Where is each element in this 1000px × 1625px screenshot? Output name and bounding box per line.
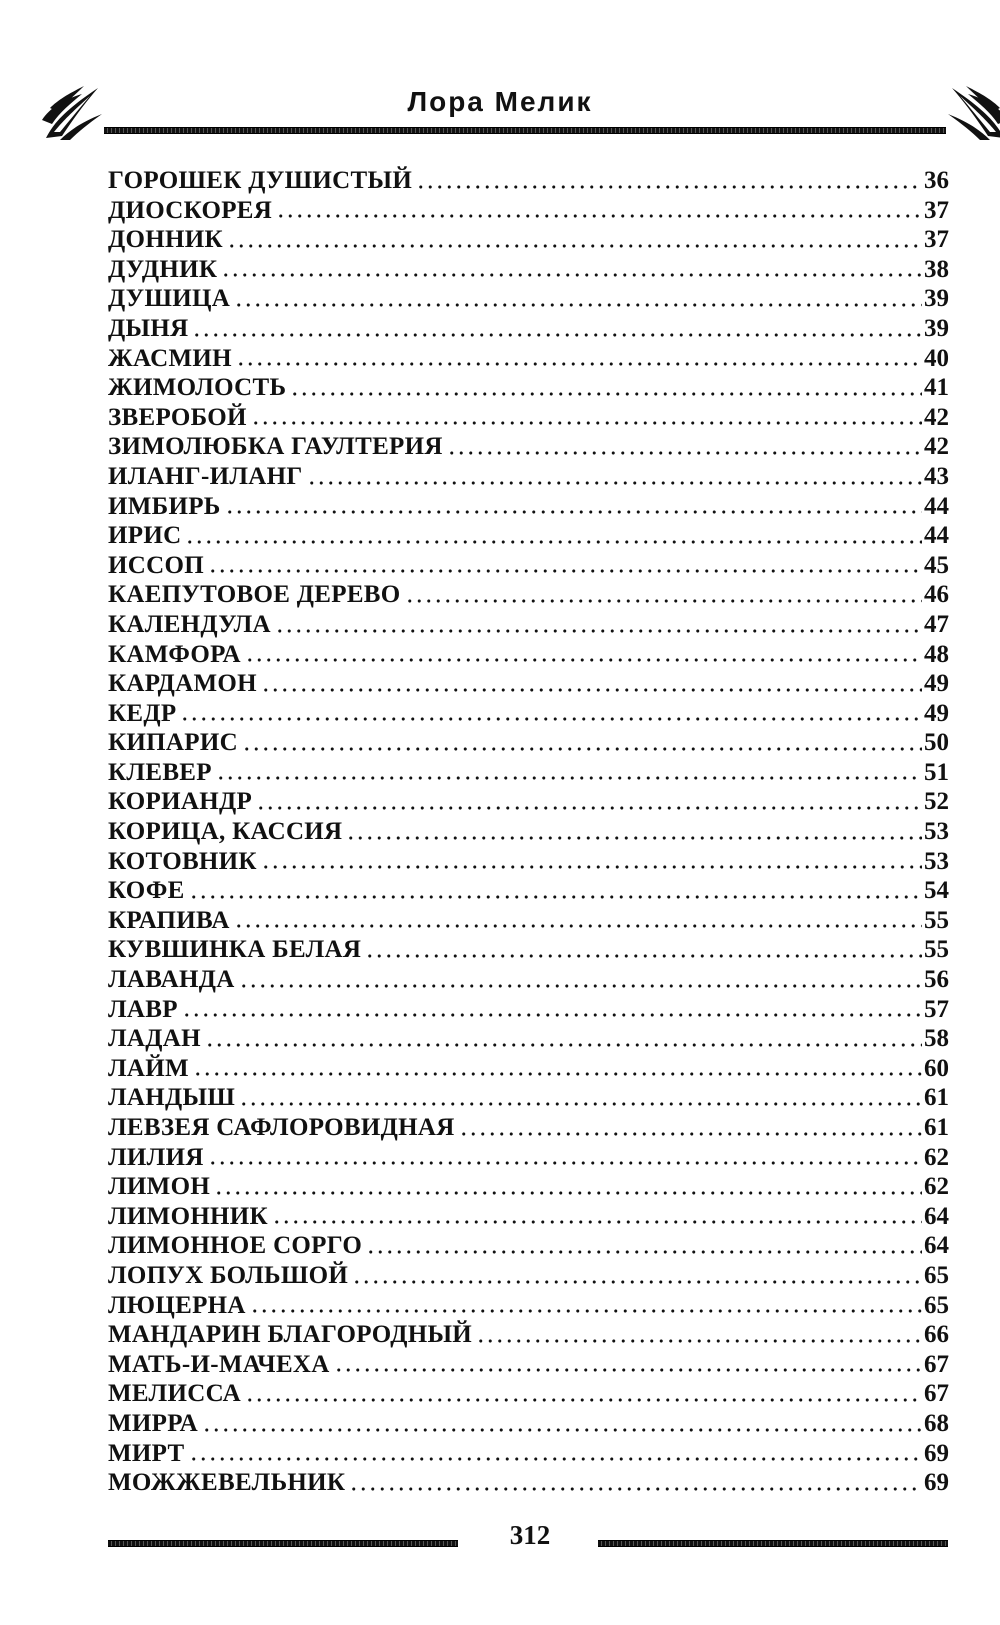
toc-entry	[108, 1024, 949, 1054]
toc-entry	[108, 551, 949, 581]
footer-rule-right	[598, 1540, 948, 1547]
toc-entry	[108, 1231, 949, 1261]
dot-leader	[221, 273, 922, 277]
toc-entry-page: 39	[924, 285, 949, 313]
toc-entry-page: 62	[924, 1143, 949, 1171]
toc-entry-title: ЛИМОН	[108, 1173, 211, 1201]
dot-leader	[307, 481, 922, 485]
toc-entry-title: ЛИМОННИК	[108, 1202, 268, 1230]
toc-entry-title: ЗИМОЛЮБКА ГАУЛТЕРИЯ	[108, 433, 443, 461]
dot-leader	[476, 1339, 922, 1343]
toc-entry-title: ЛИЛИЯ	[108, 1143, 204, 1171]
toc-entry-title: ДИОСКОРЕЯ	[108, 196, 273, 224]
toc-entry	[108, 995, 949, 1025]
toc-entry-page: 55	[924, 906, 949, 934]
toc-entry-page: 67	[924, 1380, 949, 1408]
toc-entry	[108, 669, 949, 699]
toc-entry-page: 60	[924, 1054, 949, 1082]
dot-leader	[276, 214, 922, 218]
toc-entry-page: 43	[924, 462, 949, 490]
dot-leader	[208, 1161, 922, 1165]
toc-entry-page: 39	[924, 314, 949, 342]
toc-entry-page: 65	[924, 1291, 949, 1319]
toc-entry-page: 62	[924, 1173, 949, 1201]
footer-rule-left	[108, 1540, 458, 1547]
toc-entry-title: ИМБИРЬ	[108, 492, 221, 520]
header-rule	[104, 127, 946, 134]
toc-entry-page: 44	[924, 522, 949, 550]
dot-leader	[256, 806, 922, 810]
dot-leader	[290, 392, 922, 396]
toc-entry-title: ДУШИЦА	[108, 285, 231, 313]
toc-entry-page: 64	[924, 1202, 949, 1230]
toc-entry	[108, 492, 949, 522]
toc-entry-page: 47	[924, 610, 949, 638]
toc-entry-page: 65	[924, 1261, 949, 1289]
toc-entry-title: ЛАДАН	[108, 1025, 201, 1053]
toc-entry	[108, 1113, 949, 1143]
toc-entry-page: 49	[924, 699, 949, 727]
toc-entry-title: КАРДАМОН	[108, 670, 257, 698]
toc-entry-title: ЖАСМИН	[108, 344, 232, 372]
toc-entry	[108, 1409, 949, 1439]
dot-leader	[272, 1220, 922, 1224]
toc-entry-page: 44	[924, 492, 949, 520]
dot-leader	[250, 1309, 922, 1313]
toc-entry-title: ЗВЕРОБОЙ	[108, 403, 247, 431]
dot-leader	[239, 984, 922, 988]
toc-entry-title: ДУДНИК	[108, 255, 218, 283]
dot-leader	[193, 1072, 922, 1076]
toc-entry-title: ГОРОШЕК ДУШИСТЫЙ	[108, 167, 413, 194]
toc-entry	[108, 255, 949, 285]
dot-leader	[189, 1457, 923, 1461]
dot-leader	[227, 244, 922, 248]
toc-entry-title: КУВШИНКА БЕЛАЯ	[108, 936, 362, 964]
dot-leader	[192, 333, 922, 337]
toc-entry-page: 61	[924, 1114, 949, 1141]
toc-entry-title: МИРТ	[108, 1439, 185, 1467]
toc-entry-title: КРАПИВА	[108, 906, 230, 934]
toc-entry-title: ЛАВАНДА	[108, 966, 235, 994]
dot-leader	[275, 629, 922, 633]
toc-entry	[108, 1261, 949, 1291]
dot-leader	[261, 865, 922, 869]
toc-entry	[108, 1291, 949, 1321]
toc-entry-page: 53	[924, 818, 949, 846]
toc-entry	[108, 906, 949, 936]
toc-entry-page: 40	[924, 344, 949, 372]
toc-entry-page: 50	[924, 729, 949, 757]
table-of-contents	[108, 166, 949, 1498]
dot-leader	[234, 924, 922, 928]
toc-entry-page: 52	[924, 788, 949, 816]
toc-entry-page: 48	[924, 640, 949, 668]
dot-leader	[416, 185, 922, 189]
toc-entry	[108, 847, 949, 877]
toc-entry-page: 37	[924, 226, 949, 254]
dot-leader	[234, 303, 922, 307]
dot-leader	[447, 451, 922, 455]
toc-entry-title: ЛОПУХ БОЛЬШОЙ	[108, 1261, 349, 1289]
toc-entry	[108, 1083, 949, 1113]
toc-entry-page: 45	[924, 551, 949, 579]
toc-entry-page: 54	[924, 877, 949, 905]
toc-entry-page: 61	[924, 1084, 949, 1112]
toc-entry	[108, 521, 949, 551]
dot-leader	[239, 1102, 922, 1106]
toc-entry	[108, 373, 949, 403]
toc-entry-title: МАТЬ-И-МАЧЕХА	[108, 1350, 330, 1378]
toc-entry	[108, 1054, 949, 1084]
toc-entry	[108, 166, 949, 196]
toc-entry	[108, 432, 949, 462]
toc-entry-title: КЛЕВЕР	[108, 758, 212, 786]
dot-leader	[245, 1398, 922, 1402]
toc-entry-title: ЛЕВЗЕЯ САФЛОРОВИДНАЯ	[108, 1114, 455, 1141]
toc-entry	[108, 462, 949, 492]
toc-entry	[108, 699, 949, 729]
toc-entry-page: 69	[924, 1469, 949, 1497]
toc-entry-page: 67	[924, 1350, 949, 1378]
toc-entry	[108, 1379, 949, 1409]
toc-entry-page: 68	[924, 1409, 949, 1437]
dot-leader	[245, 658, 922, 662]
toc-entry	[108, 817, 949, 847]
toc-entry	[108, 787, 949, 817]
toc-entry-page: 49	[924, 670, 949, 698]
toc-entry-title: ДЫНЯ	[108, 314, 189, 342]
toc-entry-page: 42	[924, 403, 949, 431]
toc-entry-title: МАНДАРИН БЛАГОРОДНЫЙ	[108, 1321, 473, 1349]
toc-entry-title: КАЛЕНДУЛА	[108, 610, 271, 638]
toc-entry-page: 69	[924, 1439, 949, 1467]
toc-entry-title: КОРИАНДР	[108, 788, 253, 816]
toc-entry-title: МЕЛИССА	[108, 1380, 242, 1408]
toc-entry-page: 64	[924, 1232, 949, 1260]
toc-entry-title: МОЖЖЕВЕЛЬНИК	[108, 1469, 346, 1497]
toc-entry-title: ИЛАНГ-ИЛАНГ	[108, 462, 303, 490]
toc-entry	[108, 1468, 949, 1498]
toc-entry-title: КЕДР	[108, 699, 177, 727]
toc-entry	[108, 758, 949, 788]
toc-entry-title: МИРРА	[108, 1409, 198, 1437]
toc-entry-page: 38	[924, 255, 949, 283]
toc-entry	[108, 580, 949, 610]
page-number: 312	[509, 1520, 551, 1550]
toc-entry-title: КАЕПУТОВОЕ ДЕРЕВО	[108, 581, 401, 609]
toc-entry	[108, 876, 949, 906]
toc-entry-page: 57	[924, 995, 949, 1023]
dot-leader	[225, 510, 922, 514]
toc-entry-title: КОФЕ	[108, 877, 185, 905]
toc-entry	[108, 935, 949, 965]
toc-entry-title: ЖИМОЛОСТЬ	[108, 374, 287, 402]
toc-entry-page: 56	[924, 966, 949, 994]
toc-entry-page: 41	[924, 374, 949, 402]
toc-entry-title: ЛАЙМ	[108, 1054, 189, 1082]
toc-entry-page: 36	[924, 167, 949, 194]
toc-entry-page: 55	[924, 936, 949, 964]
toc-entry-title: КАМФОРА	[108, 640, 241, 668]
toc-entry	[108, 225, 949, 255]
toc-entry	[108, 344, 949, 374]
dot-leader	[334, 1368, 922, 1372]
toc-entry	[108, 1320, 949, 1350]
dot-leader	[346, 836, 922, 840]
dot-leader	[251, 421, 922, 425]
toc-entry-title: ЛИМОННОЕ СОРГО	[108, 1232, 363, 1260]
toc-entry	[108, 1350, 949, 1380]
dot-leader	[365, 954, 922, 958]
dot-leader	[205, 1043, 922, 1047]
dot-leader	[214, 1191, 922, 1195]
dot-leader	[261, 688, 922, 692]
dot-leader	[236, 362, 922, 366]
dot-leader	[189, 895, 922, 899]
toc-entry-title: ЛАВР	[108, 995, 178, 1023]
dot-leader	[208, 569, 922, 573]
toc-entry	[108, 728, 949, 758]
toc-entry-title: КОРИЦА, КАССИЯ	[108, 818, 343, 846]
leaf-ornament-icon	[946, 78, 1000, 142]
toc-entry-page: 42	[924, 433, 949, 461]
toc-entry-title: КИПАРИС	[108, 729, 238, 757]
toc-entry	[108, 1439, 949, 1469]
toc-entry	[108, 1143, 949, 1173]
dot-leader	[180, 717, 922, 721]
dot-leader	[202, 1428, 922, 1432]
toc-entry-title: ИРИС	[108, 522, 182, 550]
toc-entry-page: 37	[924, 196, 949, 224]
toc-entry-page: 53	[924, 847, 949, 875]
toc-entry	[108, 1172, 949, 1202]
dot-leader	[349, 1487, 922, 1491]
dot-leader	[185, 540, 922, 544]
toc-entry-title: ИССОП	[108, 551, 204, 579]
dot-leader	[366, 1250, 922, 1254]
toc-entry	[108, 196, 949, 226]
toc-entry	[108, 314, 949, 344]
toc-entry-page: 51	[924, 758, 949, 786]
toc-entry-page: 46	[924, 581, 949, 609]
page-header	[0, 0, 1000, 150]
dot-leader	[352, 1280, 922, 1284]
dot-leader	[459, 1132, 922, 1136]
dot-leader	[242, 747, 922, 751]
toc-entry-title: КОТОВНИК	[108, 847, 257, 875]
dot-leader	[405, 599, 922, 603]
toc-entry	[108, 1202, 949, 1232]
toc-entry	[108, 284, 949, 314]
toc-entry	[108, 640, 949, 670]
toc-entry	[108, 610, 949, 640]
dot-leader	[182, 1013, 922, 1017]
toc-entry-page: 66	[924, 1321, 949, 1349]
toc-entry-title: ДОННИК	[108, 226, 223, 254]
toc-entry	[108, 965, 949, 995]
toc-entry-title: ЛАНДЫШ	[108, 1084, 236, 1112]
toc-entry-title: ЛЮЦЕРНА	[108, 1291, 246, 1319]
running-header-author: Лора Мелик	[407, 86, 593, 117]
dot-leader	[216, 776, 922, 780]
toc-entry-page: 58	[924, 1025, 949, 1053]
toc-entry	[108, 403, 949, 433]
